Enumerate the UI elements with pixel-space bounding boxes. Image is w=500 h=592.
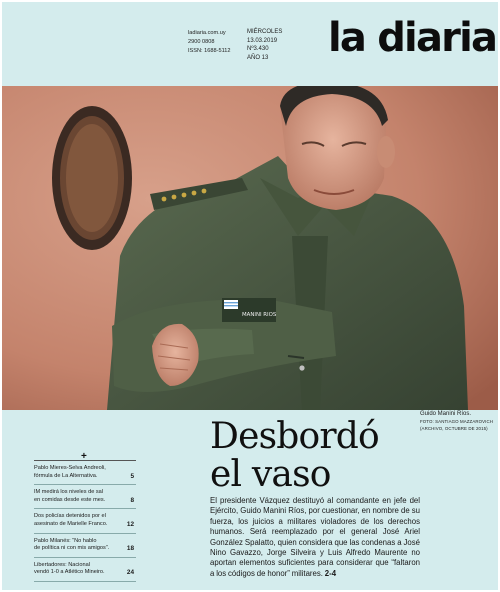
lead-text: El presidente Vázquez destituyó al comandante en jefe del Ejército, Guido Manini Ríos, por cuestionar, en nombre de su fuerza, los juicios a militares violadores de los derechos humanos. Será reemplazado por el general José Ariel González Spalatto, quien considera que las condenas a José Nino Gavazzo, Jorge Silveira y Luis Alfredo Maurente no aportan elementos suficientes para considerar que “faltaron a los códigos de honor” militares. — [210, 496, 420, 578]
issn: ISSN: 1688-5112 — [188, 48, 231, 54]
page-number: 5 — [130, 472, 134, 480]
lead-page-ref: 2-4 — [324, 568, 337, 578]
headline[interactable] — [210, 418, 410, 494]
caption-credit-date: (ARCHIVO, OCTUBRE DE 2015) — [420, 426, 488, 431]
sidebar-index — [34, 460, 136, 582]
caption-name: Guido Manini Ríos. — [420, 411, 472, 417]
front-page — [2, 2, 498, 590]
weekday: MIÉRCOLES — [247, 29, 283, 35]
issue-number: Nº3.430 — [247, 46, 269, 53]
headline-line-2: el vaso — [210, 454, 331, 495]
page-number: 18 — [126, 545, 134, 553]
masthead-contact — [188, 29, 231, 56]
newspaper-logo[interactable]: la diaria — [328, 15, 497, 61]
page-number: 8 — [130, 496, 134, 504]
list-item[interactable]: Pablo Milanés: “No hablo de política ni con mis amigos”. 18 — [34, 534, 136, 558]
year: AÑO 13 — [247, 54, 269, 61]
list-item[interactable]: IM medirá los niveles de sal en comidas desde este mes. 8 — [34, 485, 136, 509]
page-number: 12 — [126, 520, 134, 528]
date: 13.03.2019 — [247, 37, 278, 44]
list-item[interactable]: Dos policías detenidos por el asesinato de Marielle Franco. 12 — [34, 509, 136, 533]
site-url[interactable]: ladiaria.com.uy — [188, 30, 226, 36]
photo-caption — [420, 411, 496, 432]
plus-icon: + — [81, 451, 87, 462]
nametag-text: MANINI RIOS — [242, 312, 277, 318]
page-number: 24 — [126, 569, 134, 577]
masthead-date — [247, 28, 282, 62]
lead-photo — [2, 86, 498, 410]
list-item[interactable]: Pablo Mieres-Selva Andreoli, fórmula de La Alternativa. 5 — [34, 461, 136, 485]
phone-number: 2900 0808 — [188, 39, 215, 45]
headline-line-1: Desbordó — [210, 416, 379, 457]
lead-paragraph — [210, 496, 420, 579]
caption-credit: FOTO: SANTIAGO MAZZAROVICH — [420, 419, 494, 424]
list-item[interactable]: Libertadores: Nacional vendó 1-0 a Atlético Mineiro. 24 — [34, 558, 136, 582]
